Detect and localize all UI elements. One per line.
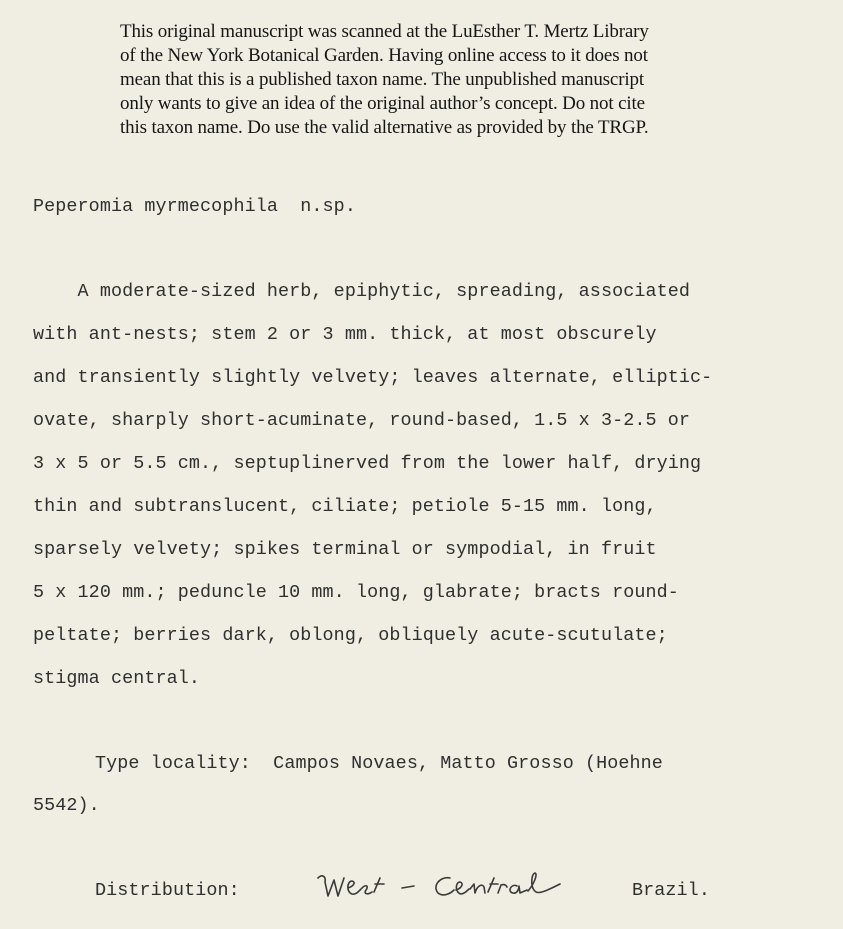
description-line: peltate; berries dark, oblong, obliquely acute-scutulate; <box>33 625 668 646</box>
description-line: with ant-nests; stem 2 or 3 mm. thick, at most obscurely <box>33 324 657 345</box>
notice-line: mean that this is a published taxon name. The unpublished manuscript <box>120 69 644 90</box>
notice-line: This original manuscript was scanned at the LuEsther T. Mertz Library <box>120 21 649 42</box>
description-line: 5 x 120 mm.; peduncle 10 mm. long, glabrate; bracts round- <box>33 582 679 603</box>
type-locality-line: 5542). <box>33 795 100 816</box>
description-line: 3 x 5 or 5.5 cm., septuplinerved from the lower half, drying <box>33 453 702 474</box>
description-line: ovate, sharply short-acuminate, round-based, 1.5 x 3-2.5 or <box>33 410 691 431</box>
distribution-label: Distribution: <box>95 880 240 901</box>
description-line: and transiently slightly velvety; leaves alternate, elliptic- <box>33 367 713 388</box>
notice-line: this taxon name. Do use the valid alternative as provided by the TRGP. <box>120 117 649 138</box>
description-line: A moderate-sized herb, epiphytic, spreading, associated <box>33 281 691 302</box>
species-title: Peperomia myrmecophila n.sp. <box>33 196 356 217</box>
notice-line: only wants to give an idea of the original author’s concept. Do not cite <box>120 93 645 114</box>
description-line: sparsely velvety; spikes terminal or sympodial, in fruit <box>33 539 657 560</box>
handwritten-annotation <box>312 866 574 910</box>
distribution-region: Brazil. <box>632 880 710 901</box>
description-line: stigma central. <box>33 668 201 689</box>
type-locality-line: Type locality: Campos Novaes, Matto Grosso (Hoehne <box>95 753 663 774</box>
description-line: thin and subtranslucent, ciliate; petiole 5-15 mm. long, <box>33 496 657 517</box>
notice-line: of the New York Botanical Garden. Having online access to it does not <box>120 45 648 66</box>
library-notice <box>120 20 760 140</box>
